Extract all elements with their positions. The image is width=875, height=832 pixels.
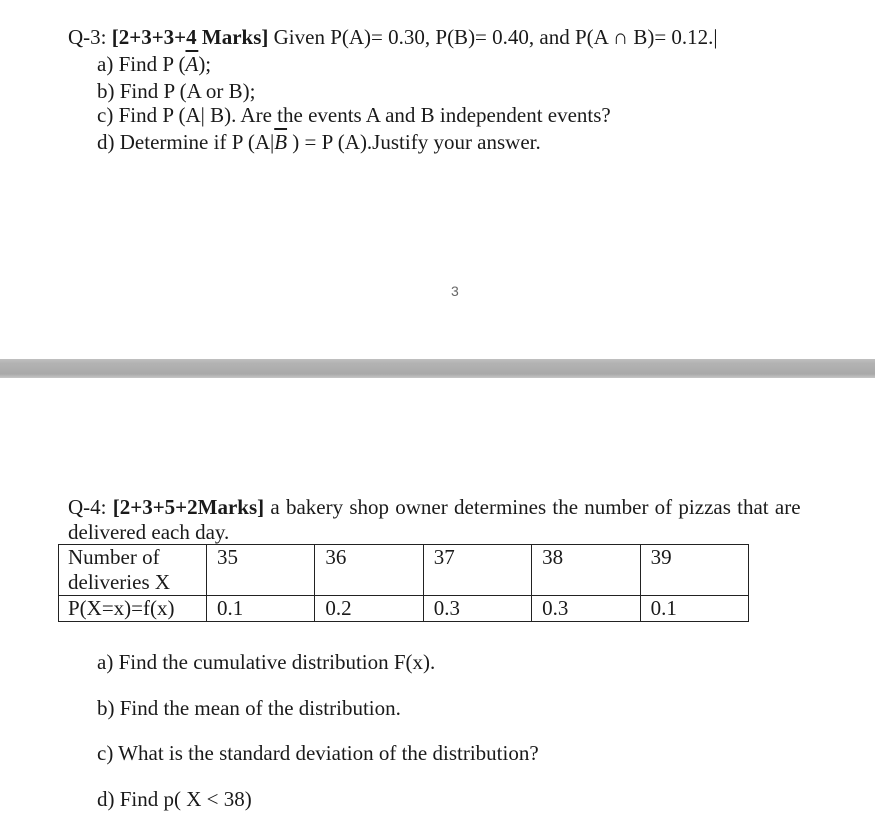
- q3-part-a: [97, 52, 211, 76]
- table-cell-p: 0.1: [640, 596, 748, 622]
- q4-intro-line2: delivered each day.: [68, 520, 230, 544]
- q3-a-complement: $\overline{A}$: [185, 52, 199, 76]
- q3-given: Given P(A)= 0.30, P(B)= 0.40, and P(A ∩ B)= 0.12.|: [268, 25, 718, 49]
- q4-label: Q-4:: [68, 495, 113, 519]
- table-cell-x: 37: [423, 545, 531, 596]
- q3-label: Q-3:: [68, 25, 112, 49]
- page-break-divider: [0, 359, 875, 378]
- page-number: 3: [451, 283, 459, 299]
- q3-part-c: c) Find P (A| B). Are the events A and B independent events?: [97, 103, 611, 127]
- q4-part-d: d) Find p( X < 38): [97, 787, 252, 811]
- q3-d-complement: $\overline{B}$: [274, 130, 288, 154]
- q4-marks: [2+3+5+2Marks]: [112, 495, 265, 519]
- table-cell-x: 35: [207, 545, 315, 596]
- q3-a-suffix: );: [198, 52, 212, 76]
- table-cell-x: 38: [532, 545, 640, 596]
- q3-part-b: b) Find P (A or B);: [97, 79, 256, 103]
- q3-marks: [2+3+3+4 Marks]: [111, 25, 269, 49]
- table-header-x: Number of deliveries X: [59, 545, 207, 596]
- q4-part-c: c) What is the standard deviation of the distribution?: [97, 741, 539, 765]
- table-cell-x: 36: [315, 545, 423, 596]
- q3-heading: [68, 25, 718, 49]
- table-cell-p: 0.2: [315, 596, 423, 622]
- q4-part-b: b) Find the mean of the distribution.: [97, 696, 401, 720]
- q4-part-a: a) Find the cumulative distribution F(x).: [97, 650, 436, 674]
- table-row-x: [59, 545, 749, 596]
- table-cell-x: 39: [640, 545, 748, 596]
- distribution-table: [58, 544, 749, 622]
- table-header-p: P(X=x)=f(x): [59, 596, 207, 622]
- q3-d-prefix: d) Determine if P (A|: [97, 130, 275, 154]
- table-cell-p: 0.1: [207, 596, 315, 622]
- table-row-p: [59, 596, 749, 622]
- table-cell-p: 0.3: [423, 596, 531, 622]
- q3-a-prefix: a) Find P (: [97, 52, 186, 76]
- q4-heading: [68, 495, 801, 519]
- q4-intro: a bakery shop owner determines the number of pizzas that are: [264, 495, 801, 519]
- q3-part-d: [97, 130, 541, 154]
- q3-d-suffix: ) = P (A).Justify your answer.: [287, 130, 541, 154]
- table-cell-p: 0.3: [532, 596, 640, 622]
